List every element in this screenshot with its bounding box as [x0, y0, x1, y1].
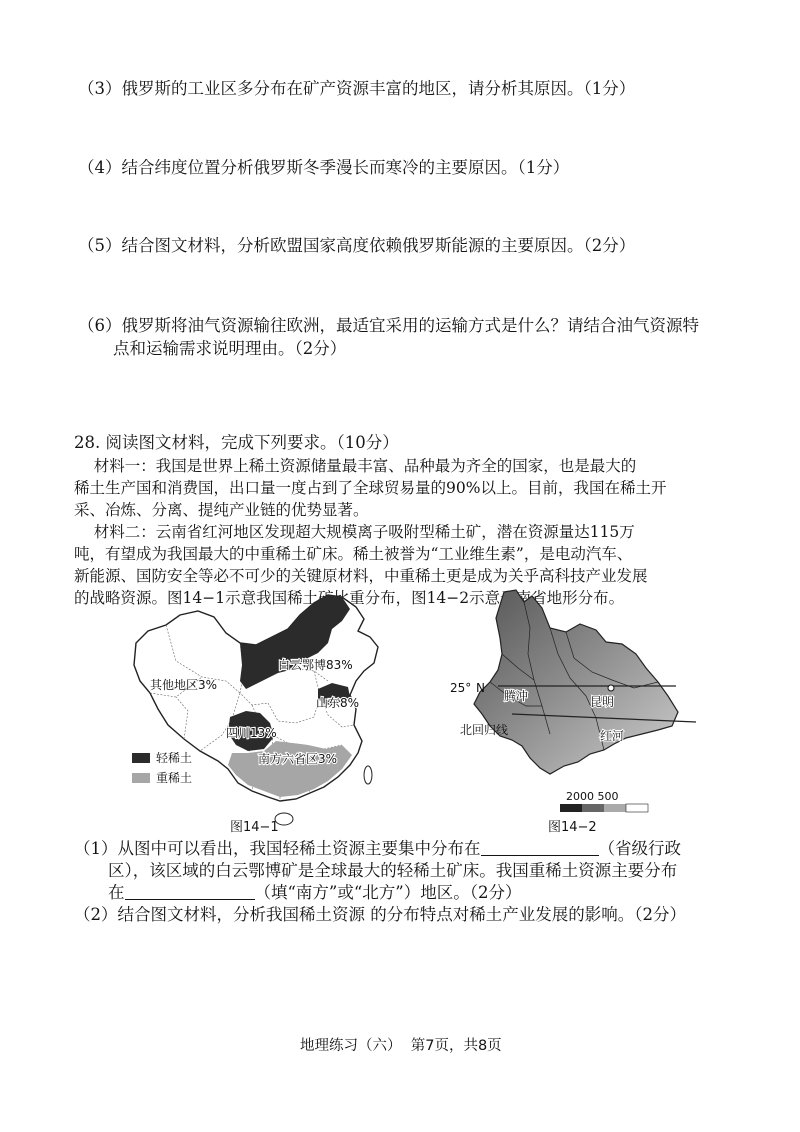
question-4: （4）结合纬度位置分析俄罗斯冬季漫长而寒冷的主要原因。（1分）: [78, 158, 570, 177]
material-2-line-1: 材料二：云南省红河地区发现超大规模离子吸附型稀土矿，潜在资源量达115万: [74, 523, 635, 541]
taiwan-island: [364, 766, 372, 784]
answer-blank-province[interactable]: [481, 838, 599, 856]
subquestion-1-text-a: （1）从图中可以看出，我国轻稀土资源主要集中分布在: [74, 839, 481, 858]
subquestion-1-line-1: [74, 838, 681, 860]
scale-bar-2: [582, 804, 604, 812]
figure-14-2-caption: 图14−2: [548, 820, 597, 835]
subquestion-1-line-2: 区），该区域的白云鄂博矿是全球最大的轻稀土矿床。我国重稀土资源主要分布: [108, 861, 678, 880]
legend-swatch-heavy: [132, 773, 150, 783]
material-1-line-1: 材料一：我国是世界上稀土资源储量最丰富、品种最为齐全的国家，也是最大的: [74, 457, 637, 475]
scale-bar-3: [604, 804, 626, 812]
label-other: 其他地区3%: [150, 678, 218, 692]
subquestion-1-line-3: [108, 882, 522, 904]
material-1-line-2: 稀土生产国和消费国，出口量一度占到了全球贸易量的90%以上。目前，我国在稀土开: [74, 479, 667, 497]
question-28-heading: 28. 阅读图文材料，完成下列要求。（10分）: [74, 433, 399, 452]
question-5: （5）结合图文材料，分析欧盟国家高度依赖俄罗斯能源的主要原因。（2分）: [78, 236, 636, 255]
tropic-label: 北回归线: [460, 723, 509, 737]
label-shandong: 山东8%: [316, 696, 360, 710]
china-rare-earth-map: [128, 585, 390, 835]
legend-swatch-light: [132, 753, 150, 763]
subquestion-2: （2）结合图文材料，分析我国稀土资源 的分布特点对稀土产业发展的影响。（2分）: [74, 905, 686, 924]
tengchong-label: 腾冲: [504, 689, 529, 703]
scale-values: 2000 500: [566, 790, 619, 803]
question-6-line2: 点和运输需求说明理由。（2分）: [113, 339, 347, 358]
page-footer: 地理练习（六） 第7页，共8页: [300, 1038, 502, 1054]
material-1-line-3: 采、冶炼、分离、提纯产业链的优势显著。: [74, 501, 369, 519]
answer-blank-region[interactable]: [125, 882, 255, 900]
question-3: （3）俄罗斯的工业区多分布在矿产资源丰富的地区，请分析其原因。（1分）: [78, 79, 636, 98]
label-baiyun: 白云鄂博83%: [278, 658, 353, 672]
label-sichuan: 四川13%: [226, 726, 277, 740]
figure-14-1-caption: 图14−1: [230, 820, 279, 835]
yunnan-terrain-map: [446, 588, 698, 818]
subquestion-1-text-c: 在: [108, 883, 125, 902]
material-2-line-2: 吨，有望成为我国最大的中重稀土矿床。稀土被誉为“工业维生素”，是电动汽车、: [74, 545, 633, 563]
kunming-point: [608, 685, 614, 691]
lat-n-label: N: [476, 681, 485, 695]
question-6-line1: （6）俄罗斯将油气资源输往欧洲，最适宜采用的运输方式是什么？请结合油气资源特: [78, 316, 699, 335]
subquestion-1-text-d: （填“南方”或“北方”）地区。（2分）: [254, 883, 522, 902]
legend-heavy-label: 重稀土: [156, 771, 193, 785]
subquestion-1-text-b: （省级行政: [598, 839, 681, 858]
yunnan-outline: [474, 590, 678, 774]
label-south: 南方六省区3%: [258, 752, 338, 766]
honghe-label: 红河: [600, 729, 625, 743]
kunming-label: 昆明: [590, 695, 615, 709]
material-2-line-4: 的战略资源。图14−1示意我国稀土矿比重分布，图14−2示意云南省地形分布。: [74, 589, 625, 607]
scale-bar-1: [560, 804, 582, 812]
scale-bar-4: [626, 804, 648, 812]
legend-light-label: 轻稀土: [156, 751, 193, 765]
lat-25-label: 25°: [450, 681, 472, 695]
material-2-line-3: 新能源、国防安全等必不可少的关键原材料，中重稀土更是成为关乎高科技产业发展: [74, 567, 648, 585]
